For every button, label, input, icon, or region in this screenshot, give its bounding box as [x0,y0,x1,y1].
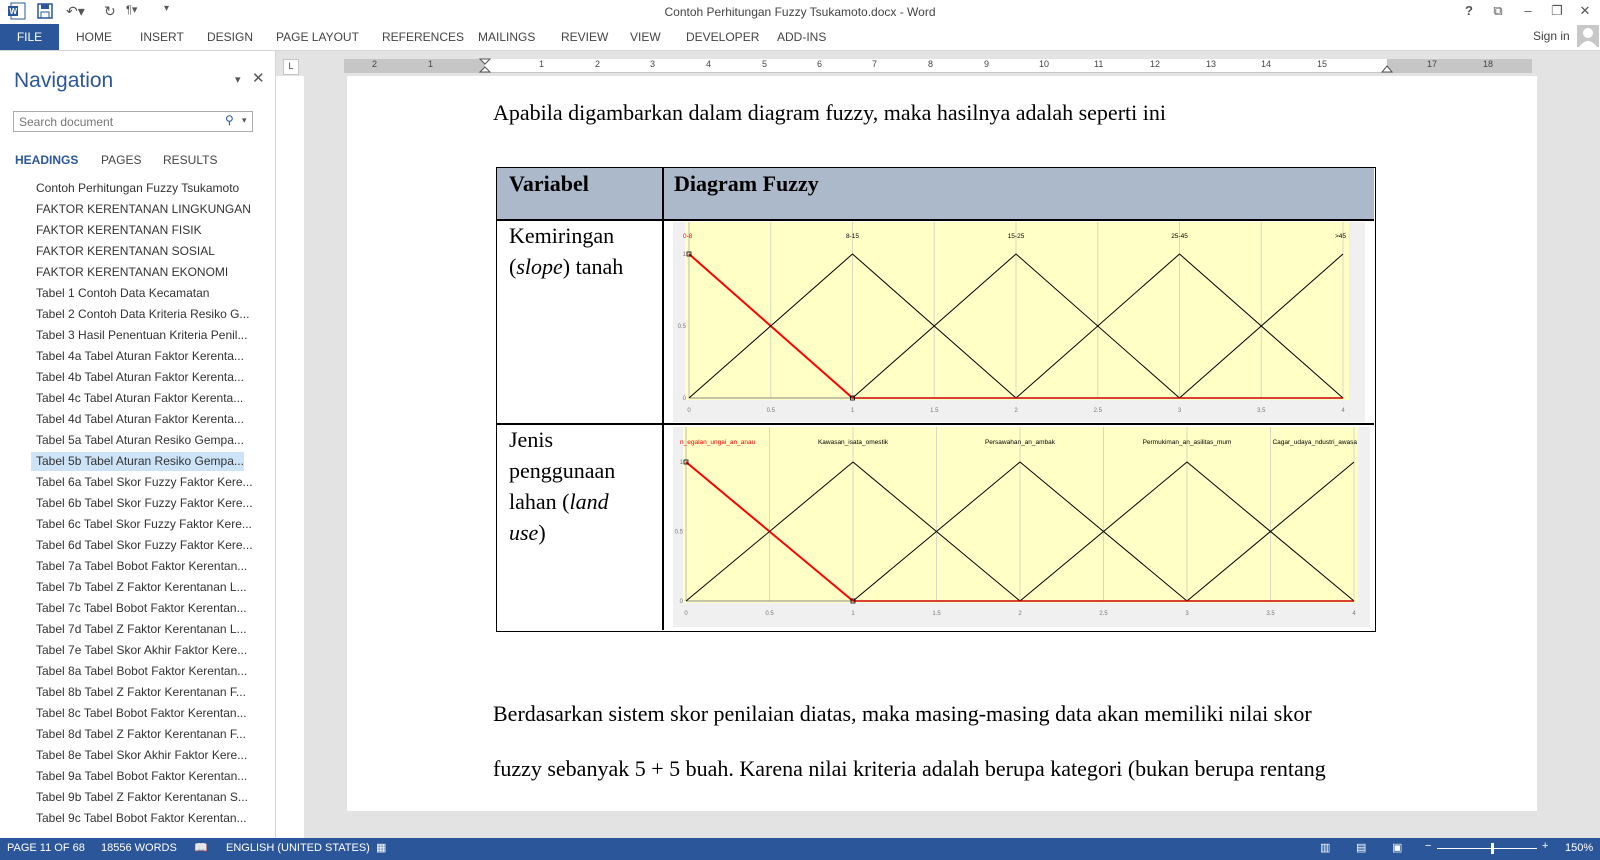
ruler-number: 15 [1317,59,1328,69]
zoom-out-icon[interactable]: − [1425,840,1432,852]
header-diagram-fuzzy: Diagram Fuzzy [674,171,819,196]
tab-file[interactable]: FILE [0,24,59,50]
minimize-icon[interactable]: – [1524,3,1532,18]
heading-item[interactable]: Contoh Perhitungan Fuzzy Tsukamoto [36,181,240,195]
ribbon-display-icon[interactable]: ⧉ [1493,3,1503,18]
row1-label: Kemiringan (slope) tanah [509,223,624,279]
y-tick-label: 1 [682,252,686,258]
x-tick-label: 0 [684,611,688,617]
ruler-number: 1 [428,59,434,69]
ruler-number: 2 [595,59,601,69]
vertical-ruler[interactable] [276,76,304,838]
landuse-membership-chart [673,427,1370,627]
series-label-1: 8-15 [845,233,860,240]
series-label-4: Cagar_udaya_ndustri_awasa [1272,439,1357,446]
series-label-2: Persawahan_an_ambak [984,439,1056,446]
heading-item[interactable]: Tabel 4a Tabel Aturan Faktor Kerenta... [36,349,244,363]
right-indent-marker-icon[interactable] [1380,59,1394,73]
heading-item[interactable]: Tabel 4b Tabel Aturan Faktor Kerenta... [36,370,244,384]
restore-icon[interactable]: ❐ [1551,3,1563,18]
page-count[interactable]: PAGE 11 OF 68 [7,842,85,854]
series-label-0: 0-8 [683,233,693,240]
fuzzy-table[interactable] [496,167,1376,632]
x-tick-label: 3.5 [1266,611,1275,617]
row2-label: Jenis penggunaan lahan (land use) [509,427,616,545]
document-area [276,51,1600,838]
nav-options-icon[interactable]: ▾ [235,74,241,86]
tab-view[interactable]: VIEW [630,30,661,44]
heading-item[interactable]: Tabel 9a Tabel Bobot Faktor Kerentan... [36,769,248,783]
heading-item[interactable]: FAKTOR KERENTANAN EKONOMI [36,265,229,279]
x-tick-label: 2.5 [1099,611,1108,617]
x-tick-label: 3.5 [1257,408,1266,414]
document-page[interactable] [347,76,1537,811]
zoom-slider-thumb[interactable] [1491,843,1494,854]
heading-item[interactable]: Tabel 7d Tabel Z Faktor Kerentanan L... [36,622,247,636]
x-tick-label: 2 [1014,408,1018,414]
tab-developer[interactable]: DEVELOPER [686,30,760,44]
tab-design[interactable]: DESIGN [207,30,254,44]
zoom-level[interactable]: 150% [1565,842,1594,854]
heading-item[interactable]: Tabel 8c Tabel Bobot Faktor Kerentan... [36,706,247,720]
heading-item[interactable]: Tabel 2 Contoh Data Kriteria Resiko G... [36,307,250,321]
x-tick-label: 3 [1177,408,1182,414]
tab-add-ins[interactable]: ADD-INS [777,30,827,44]
tab-review[interactable]: REVIEW [561,30,609,44]
series-label-3: Permukiman_an_asilitas_mum [1142,439,1232,446]
horizontal-ruler[interactable] [344,59,1532,73]
y-tick-label: 0 [682,396,686,402]
ruler-number: 17 [1427,59,1438,69]
tab-home[interactable]: HOME [76,30,112,44]
word-count[interactable]: 18556 WORDS [101,842,177,854]
ruler-number: 13 [1206,59,1217,69]
redo-icon[interactable]: ↻ [104,3,116,19]
heading-item[interactable]: Tabel 6d Tabel Skor Fuzzy Faktor Kere... [36,538,253,552]
ruler-number: 11 [1094,59,1104,69]
window-title: Contoh Perhitungan Fuzzy Tsukamoto.docx - Word [664,5,936,19]
svg-text:W: W [9,7,18,16]
ruler-number: 12 [1150,59,1161,69]
search-box[interactable] [13,111,253,132]
x-tick-label: 4 [1341,408,1345,414]
series-label-4: >45 [1334,233,1346,240]
navigation-pane [0,51,276,838]
x-tick-label: 1 [851,611,855,617]
zoom-in-icon[interactable]: + [1542,840,1549,852]
heading-item[interactable]: FAKTOR KERENTANAN LINGKUNGAN [36,202,251,216]
x-tick-label: 4 [1352,611,1356,617]
heading-item[interactable]: Tabel 5a Tabel Aturan Resiko Gempa... [36,433,244,447]
series-label-3: 25-45 [1171,233,1188,240]
y-tick-label: 0.5 [677,324,686,330]
ruler-number: 18 [1483,59,1494,69]
tab-pages[interactable]: PAGES [101,153,142,167]
navigation-title: Navigation [14,69,114,92]
x-tick-label: 0.5 [765,611,774,617]
format-painter-icon[interactable]: ¶▾ [126,4,138,16]
title-bar [0,0,1600,24]
ruler-number: 10 [1039,59,1050,69]
tab-references[interactable]: REFERENCES [382,30,465,44]
y-tick-label: 0 [679,599,683,605]
heading-item[interactable]: Tabel 5b Tabel Aturan Resiko Gempa... [31,452,244,471]
language-indicator[interactable]: ENGLISH (UNITED STATES) [226,842,370,854]
undo-icon[interactable]: ↶▾ [66,3,85,19]
ruler-number: 3 [650,59,656,69]
heading-item[interactable]: Tabel 7a Tabel Bobot Faktor Kerentan... [36,559,248,573]
search-input[interactable] [17,114,221,130]
sign-in-link[interactable]: Sign in [1533,29,1570,43]
customize-toolbar-icon[interactable]: ▾ [164,3,170,14]
heading-item[interactable]: Tabel 8d Tabel Z Faktor Kerentanan F... [36,727,246,741]
series-label-1: Kawasan_isata_omestik [817,439,889,446]
ruler-number: 6 [817,59,823,69]
avatar[interactable] [1577,25,1599,50]
header-variabel: Variabel [509,171,589,196]
ruler-number: 9 [984,59,990,69]
heading-item[interactable]: FAKTOR KERENTANAN SOSIAL [36,244,215,258]
tab-page-layout[interactable]: PAGE LAYOUT [276,30,359,44]
zoom-slider[interactable] [1437,848,1537,849]
x-tick-label: 1.5 [932,611,941,617]
ruler-number: 14 [1261,59,1272,69]
heading-item[interactable]: Tabel 4c Tabel Aturan Faktor Kerenta... [36,391,244,405]
x-tick-label: 0 [687,408,691,414]
macro-icon[interactable]: ▦ [376,842,387,854]
close-icon[interactable]: ✕ [1579,3,1591,18]
ruler-number: 2 [372,59,378,69]
print-layout-icon[interactable]: ▤ [1356,842,1367,854]
heading-list [0,179,275,825]
tab-insert[interactable]: INSERT [140,30,184,44]
proofing-icon[interactable]: 📖 [194,842,208,854]
ruler-number: 5 [762,59,768,69]
heading-item[interactable]: Tabel 1 Contoh Data Kecamatan [36,286,210,300]
heading-item[interactable]: Tabel 6a Tabel Skor Fuzzy Faktor Kere... [36,475,253,489]
ruler-number: 8 [928,59,934,69]
y-tick-label: 1 [679,460,683,466]
heading-item[interactable]: FAKTOR KERENTANAN FISIK [36,223,202,237]
intro-paragraph[interactable]: Apabila digambarkan dalam diagram fuzzy, maka hasilnya adalah seperti ini [493,100,1166,125]
tab-results[interactable]: RESULTS [163,153,218,167]
heading-item[interactable]: Tabel 9c Tabel Bobot Faktor Kerentan... [36,811,247,825]
ruler-number: 4 [706,59,712,69]
search-icon[interactable]: ⚲ [225,113,234,127]
heading-item[interactable]: Tabel 8e Tabel Skor Akhir Faktor Kere... [36,748,248,762]
status-bar [0,838,1600,860]
slope-membership-chart [673,222,1365,422]
search-dropdown-icon[interactable]: ▾ [242,115,247,125]
body-paragraph-line2[interactable]: fuzzy sebanyak 5 + 5 buah. Karena nilai kriteria adalah berupa kategori (bukan berupa rentang [493,756,1326,781]
web-layout-icon[interactable]: ▣ [1392,842,1403,854]
heading-item[interactable]: Tabel 7b Tabel Z Faktor Kerentanan L... [36,580,247,594]
ruler-number: 1 [539,59,545,69]
y-tick-label: 0.5 [674,529,683,536]
read-mode-icon[interactable]: ▥ [1320,842,1331,854]
heading-item[interactable]: Tabel 6b Tabel Skor Fuzzy Faktor Kere... [36,496,253,510]
heading-item[interactable]: Tabel 3 Hasil Penentuan Kriteria Penil... [36,328,248,342]
x-tick-label: 2.5 [1093,408,1102,414]
x-tick-label: 2 [1018,611,1022,617]
series-label-2: 15-25 [1007,233,1025,240]
ruler-number: 7 [872,59,878,69]
x-tick-label: 3 [1185,611,1189,617]
x-tick-label: 0.5 [766,408,775,414]
ribbon-tabs [0,24,1600,51]
indent-marker-icon[interactable] [478,59,492,73]
heading-item[interactable]: Tabel 7c Tabel Bobot Faktor Kerentan... [36,601,247,615]
x-tick-label: 1 [850,408,855,414]
heading-item[interactable]: Tabel 9b Tabel Z Faktor Kerentanan S... [36,790,248,804]
heading-item[interactable]: Tabel 8a Tabel Bobot Faktor Kerentan... [36,664,248,678]
help-button[interactable]: ? [1465,3,1473,18]
heading-item[interactable]: Tabel 7e Tabel Skor Akhir Faktor Kere... [36,643,248,657]
tab-headings[interactable]: HEADINGS [15,153,79,167]
heading-item[interactable]: Tabel 8b Tabel Z Faktor Kerentanan F... [36,685,246,699]
plot-area [682,222,1349,402]
series-label-0: n_egalan_ungai_an_anau [680,439,756,446]
body-paragraph-line1[interactable]: Berdasarkan sistem skor penilaian diatas, maka masing-masing data akan memiliki nilai skor [493,701,1312,726]
tab-mailings[interactable]: MAILINGS [478,30,536,44]
nav-close-icon[interactable]: ✕ [252,70,265,87]
heading-item[interactable]: Tabel 4d Tabel Aturan Faktor Kerenta... [36,412,244,426]
x-tick-label: 1.5 [930,408,939,414]
tab-selector-icon[interactable]: L [283,59,299,75]
heading-item[interactable]: Tabel 6c Tabel Skor Fuzzy Faktor Kere... [36,517,252,531]
